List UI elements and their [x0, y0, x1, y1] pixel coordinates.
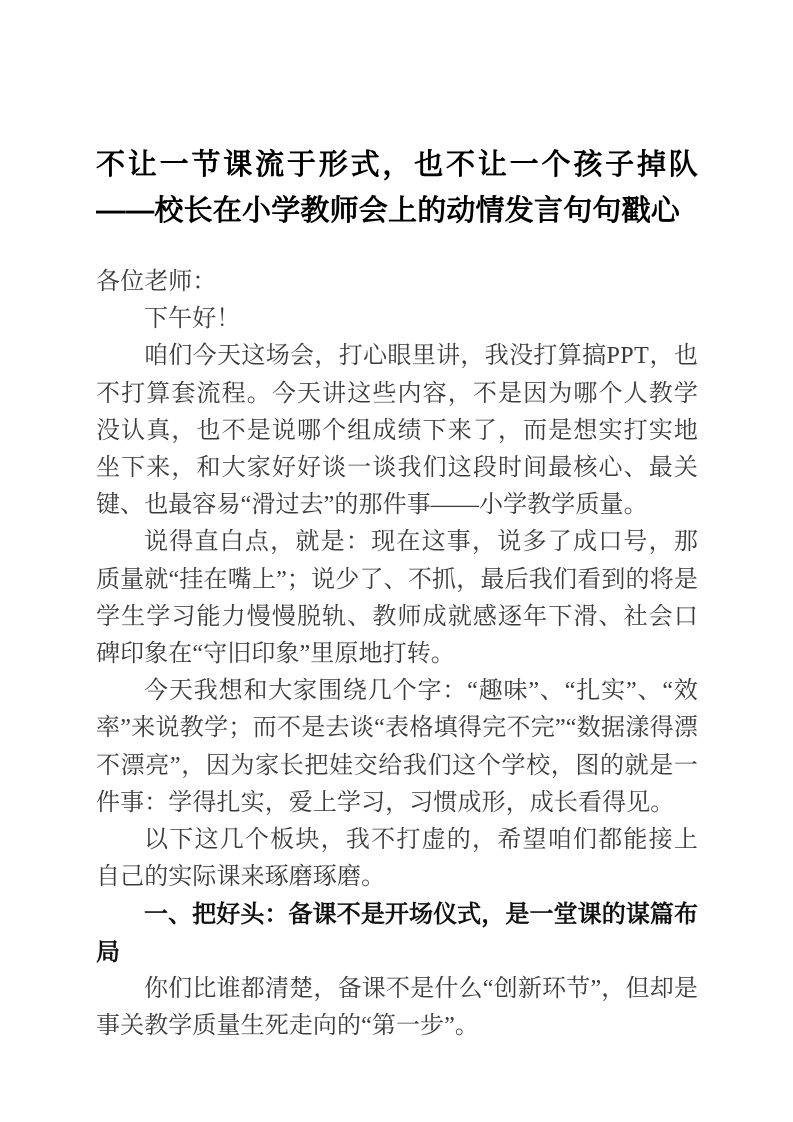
paragraph-sections-intro: 以下这几个板块，我不打虚的，希望咱们都能接上自己的实际课来琢磨琢磨。 — [96, 827, 698, 891]
paragraph-lesson-prep: 你们比谁都清楚，备课不是什么“创新环节”，但却是事关教学质量生死走向的“第一步”。 — [96, 975, 698, 1040]
latin-run: PPT — [606, 343, 650, 370]
paragraph-three-keywords: 今天我想和大家围绕几个字：“趣味”、“扎实”、“效率”来说教学；而不是去谈“表格填得完不完”“数据漾得漂不漂亮”，因为家长把娃交给我们这个学校，图的就是一件事：学得扎实，爱上学习，习惯成形，成长看得见。 — [96, 678, 698, 816]
section-heading-one: 一、把好头：备课不是开场仪式，是一堂课的谋篇布局 — [96, 901, 698, 966]
paragraph-greeting: 下午好！ — [144, 306, 241, 333]
paragraph-opening-remarks: 咱们今天这场会，打心眼里讲，我没打算搞PPT，也不打算套流程。今天讲这些内容，不是因为哪个人教学没认真，也不是说哪个组成绩下来了，而是想实打实地坐下来，和大家好好谈一谈我们这段时间最核心、最关键、也最容易“滑过去”的那件事——小学教学质量。 — [96, 343, 698, 519]
document-body — [96, 264, 698, 1045]
salutation-line: 各位老师： — [96, 269, 217, 295]
page-title: 不让一节课流于形式，也不让一个孩子掉队——校长在小学教师会上的动情发言句句戳心 — [96, 149, 698, 227]
paragraph-plain-talk: 说得直白点，就是：现在这事，说多了成口号，那质量就“挂在嘴上”；说少了、不抓，最后我们看到的将是学生学习能力慢慢脱轨、教师成就感逐年下滑、社会口碑印象在“守旧印象”里原地打转。 — [96, 529, 698, 668]
document-content-column — [96, 0, 698, 1045]
